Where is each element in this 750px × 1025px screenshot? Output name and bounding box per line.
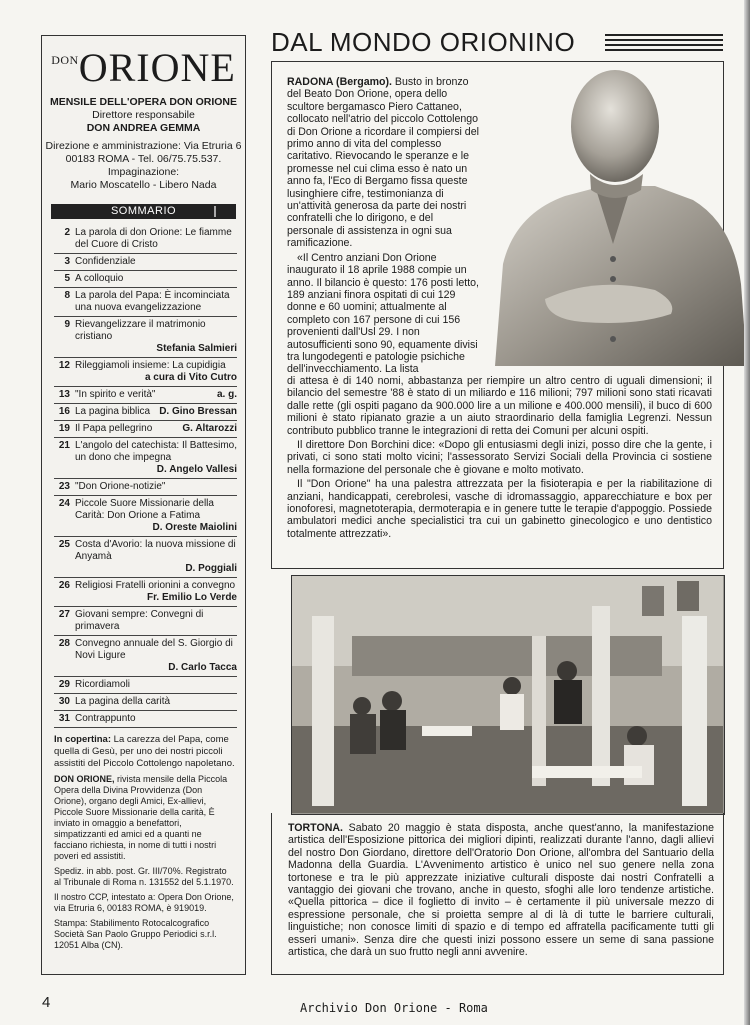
page-number: 4 [42,994,51,1011]
radona-lead: RADONA (Bergamo). [287,76,392,88]
toc-item [54,607,237,636]
toc-page-number: 28 [58,638,70,649]
masthead-orione: ORIONE [78,45,236,90]
toc-item [54,404,237,421]
toc-item [54,271,237,288]
toc-entry-body [75,290,237,314]
toc-title: L'angolo del catechista: Il Battesimo, un dono che impegna [75,440,238,463]
printer-info: Stampa: Stabilimento Rotocalcografico Società San Paolo Gruppo Periodici s.r.l. 12051 Alba (CN). [54,918,217,950]
toc-page-number: 12 [58,360,70,371]
toc-author: D. Gino Bressan [159,406,237,417]
toc-item [54,711,237,728]
page-edge-shadow [744,0,750,1025]
toc-page-number: 25 [58,539,70,550]
toc-item [54,421,237,438]
toc-title: Religiosi Fratelli orionini a convegno [75,580,236,591]
tortona-article [288,822,714,958]
toc-title: Convegno annuale del S. Giorgio di Novi Ligure [75,638,233,661]
toc-title: Ricordiamoli [75,679,131,690]
toc-page-number: 26 [58,580,70,591]
sommario-heading: SOMMARIO [51,204,236,219]
toc-author: D. Oreste Maiolini [152,522,237,533]
toc-item [54,636,237,677]
masthead-subtitle: MENSILE DELL'OPERA DON ORIONE [49,96,238,108]
toc-item [54,387,237,404]
copertina-text: La carezza del Papa, come quella di Gesù, per uno dei nostri piccoli assistiti del Piccolo Cottolengo napoletano. [54,734,235,769]
exhibition-photo-image [292,576,723,813]
tortona-lead: TORTONA. [288,822,343,834]
toc-title: "Don Orione-notizie" [75,481,166,492]
table-of-contents [42,225,245,728]
toc-entry-body [75,389,237,401]
toc-title: La pagina biblica [75,406,151,417]
toc-title: Confidenziale [75,256,136,267]
toc-title: A colloquio [75,273,124,284]
toc-entry-body [75,638,237,674]
impaginazione-label: Impaginazione: [107,166,180,178]
radona-article-intro [287,76,482,378]
toc-item [54,288,237,317]
toc-page-number: 13 [58,389,70,400]
toc-author: D. Angelo Vallesi [156,464,237,475]
toc-title: Contrappunto [75,713,136,724]
toc-entry-body [75,481,237,493]
toc-title: La pagina della carità [75,696,171,707]
toc-title: La parola di don Orione: Le fiamme del Cuore di Cristo [75,227,232,250]
toc-page-number: 30 [58,696,70,707]
toc-author: G. Altarozzi [182,423,237,434]
toc-author: a. g. [216,389,237,400]
toc-entry-body [75,256,237,268]
sidebar-box [41,35,246,975]
toc-page-number: 2 [64,227,70,238]
toc-item [54,317,237,358]
radona-p4: Il "Don Orione" ha una palestra attrezzata per la fisioterapia e per la riabilitazione di anziani, handicappati, cerebrolesi, vasche di idromassaggio, apparecchiature e box per ionoforesi, magnetoterapia, dermoterapia e in genere tutte le terapie d'appoggio. Possiede ambulatori medici anche specialistici tra cui un gabinetto ginecologico e uno dentistico totalmente attrezzati». [287,478,712,540]
toc-item [54,479,237,496]
toc-page-number: 23 [58,481,70,492]
director-label: Direttore responsabile [92,109,195,121]
toc-page-number: 27 [58,609,70,620]
toc-entry-body [75,360,237,384]
colophon [42,770,245,862]
toc-item [54,694,237,711]
toc-entry-body [75,319,237,355]
toc-page-number: 9 [64,319,70,330]
toc-item [54,578,237,607]
admin-phone: 00183 ROMA - Tel. 06/75.75.537. [65,153,222,165]
bronze-bust-photo [485,64,747,366]
toc-item [54,438,237,479]
toc-entry-body [75,440,237,476]
masthead-logo [42,45,245,90]
radona-p2-continued: di attesa è di 140 nomi, abbastanza per riempire un altro centro di uguali dimensioni; il bilancio del semestre '88 è stato di un miliardo e 116 milioni; 797 milioni sono stati ricavati dalle rette (gli ospiti pagano da 900.000 lire a un milione e 400.000 mensili), il buco di 600 milioni è stato ripianato grazie a un aiuto straordinario della famiglia Legrenzi. Nessun contributo pubblico tranne le integrazioni di retta dei Comuni per alcuni ospiti. [287,375,712,437]
toc-page-number: 8 [64,290,70,301]
ccp-info: Il nostro CCP, intestato a: Opera Don Orione, via Etruria 6, 00183 ROMA, è 919019. [54,892,234,913]
toc-title: Rievangelizzare il matrimonio cristiano [75,319,206,342]
toc-title: Piccole Suore Missionarie della Carità: Don Orione a Fatima [75,498,214,521]
toc-page-number: 31 [58,713,70,724]
radona-p3: Il direttore Don Borchini dice: «Dopo gli entusiasmi degli inizi, posso dire che la gente, i privati, ci sono stati molto vicini; l'assessorato Servizi Sociali della Provincia ci sostiene nella formazione del personale che è giovane e molto motivato. [287,439,712,476]
toc-author: Stefania Salmieri [156,343,237,354]
toc-author: D. Carlo Tacca [168,662,237,673]
toc-title: Costa d'Avorio: la nuova missione di Anyamà [75,539,236,562]
toc-entry-body [75,679,237,691]
radona-p1: Busto in bronzo del Beato Don Orione, opera dello scultore bergamasco Piero Cattaneo, collocato nell'atrio del piccolo Cottolengo di Don Orione a ricordare il compiersi del primo anno di vita del complesso caritativo. Rievocando le speranze e le promesse nel cui clima esso è nato un anno fa, l'Eco di Bergamo fissa queste lusinghiere cifre, testimonianza di un'attività generosa da parte dei nostri confratelli che lo dirigono, e del personale di assistenza in ogni sua ramificazione. [287,76,479,250]
toc-author: D. Poggiali [185,563,237,574]
toc-page-number: 21 [58,440,70,451]
toc-author: a cura di Vito Cutro [144,372,237,383]
toc-entry-body [75,713,237,725]
toc-item [54,496,237,537]
toc-entry-body [75,580,237,604]
toc-title: Rileggiamoli insieme: La cupidigia [75,360,226,371]
toc-page-number: 24 [58,498,70,509]
impaginazione-names: Mario Moscatello - Libero Nada [70,179,217,191]
admin-address: Direzione e amministrazione: Via Etruria 6 [45,140,242,152]
colophon-text: rivista mensile della Piccola Opera della Divina Provvidenza (Don Orione), organo degli Amici, Ex-allievi, Piccole Suore Missionarie della carità, È inviato in omaggio a benefattori, simpatizzanti ed amici ed a quanti ne facciano richiesta, in nome di tutti i nostri poveri ed assistiti. [54,774,228,861]
archive-credit: Archivio Don Orione - Roma [300,1001,488,1015]
toc-entry-body [75,539,237,575]
toc-title: Il Papa pellegrino [75,423,153,434]
copertina-note [42,728,245,770]
toc-item [54,358,237,387]
toc-page-number: 29 [58,679,70,690]
toc-item [54,225,237,254]
painting-exhibition-photo [291,575,725,815]
director-name: DON ANDREA GEMMA [86,122,201,134]
radona-p2: «Il Centro anziani Don Orione inaugurato il 18 aprile 1988 compie un anno. Il bilancio è questo: 176 posti letto, 189 anziani finora ospitati di cui 129 donne e 60 uomini; attualmente al completo con 167 persone di cui 156 provenienti dall'Usl 29. I non autosufficienti sono 90, equamente divisi tra lungodegenti e patologie psichiche dell'invecchiamento. La lista [287,251,479,376]
toc-item [54,677,237,694]
header-rule-decoration [605,34,723,54]
tortona-text: Sabato 20 maggio è stata disposta, anche quest'anno, la manifestazione artistica dell'Esposizione pittorica dei migliori dipinti, realizzati durante l'anno, dagli allievi del nostro Don Giordano, direttore dell'Oratorio Don Orione, all'ombra del Santuario della Madonna della Guardia. L'Avvenimento artistico è unico nel suo genere nella zona tortonese e tra le più apprezzate iniziative culturali disposte dai nostri Confratelli a vantaggio dei giovani che trovano, anche in questo, sfoghi alle loro tendenze artistiche. «Quella pittorica – dice il foglietto di invito – è certamente il più universale mezzo di espressione personale, che si proietta sempre al di là di tutte le barriere culturali, linguistiche; non conosce limiti di spazio e di tempo ed affratella pacificamente tutti gli esseri umani». Senza dire che questi inizi possono essere un seme di sana passione artistica, che darà un suo frutto negli anni avvenire. [288,822,714,959]
toc-entry-body [75,609,237,633]
toc-entry-body [75,423,237,435]
masthead-don: DON [51,53,79,67]
toc-entry-body [75,498,237,534]
toc-page-number: 5 [64,273,70,284]
toc-page-number: 3 [64,256,70,267]
postal-registration: Spediz. in abb. post. Gr. III/70%. Registrato al Tribunale di Roma n. 131552 del 5.1.1970. [54,866,234,887]
toc-entry-body [75,227,237,251]
toc-entry-body [75,696,237,708]
copertina-label: In copertina: [54,734,112,745]
radona-article-body [287,375,712,542]
toc-page-number: 19 [58,423,70,434]
colophon-lead: DON ORIONE, [54,774,115,784]
toc-entry-body [75,273,237,285]
toc-author: Fr. Emilio Lo Verde [146,592,237,603]
toc-title: La parola del Papa: È incominciata una nuova evangelizzazione [75,290,230,313]
toc-item [54,254,237,271]
toc-page-number: 16 [58,406,70,417]
section-title: DAL MONDO ORIONINO [271,27,576,57]
toc-title: Giovani sempre: Convegni di primavera [75,609,204,632]
toc-title: "In spirito e verità" [75,389,156,400]
toc-item [54,537,237,578]
toc-entry-body [75,406,237,418]
